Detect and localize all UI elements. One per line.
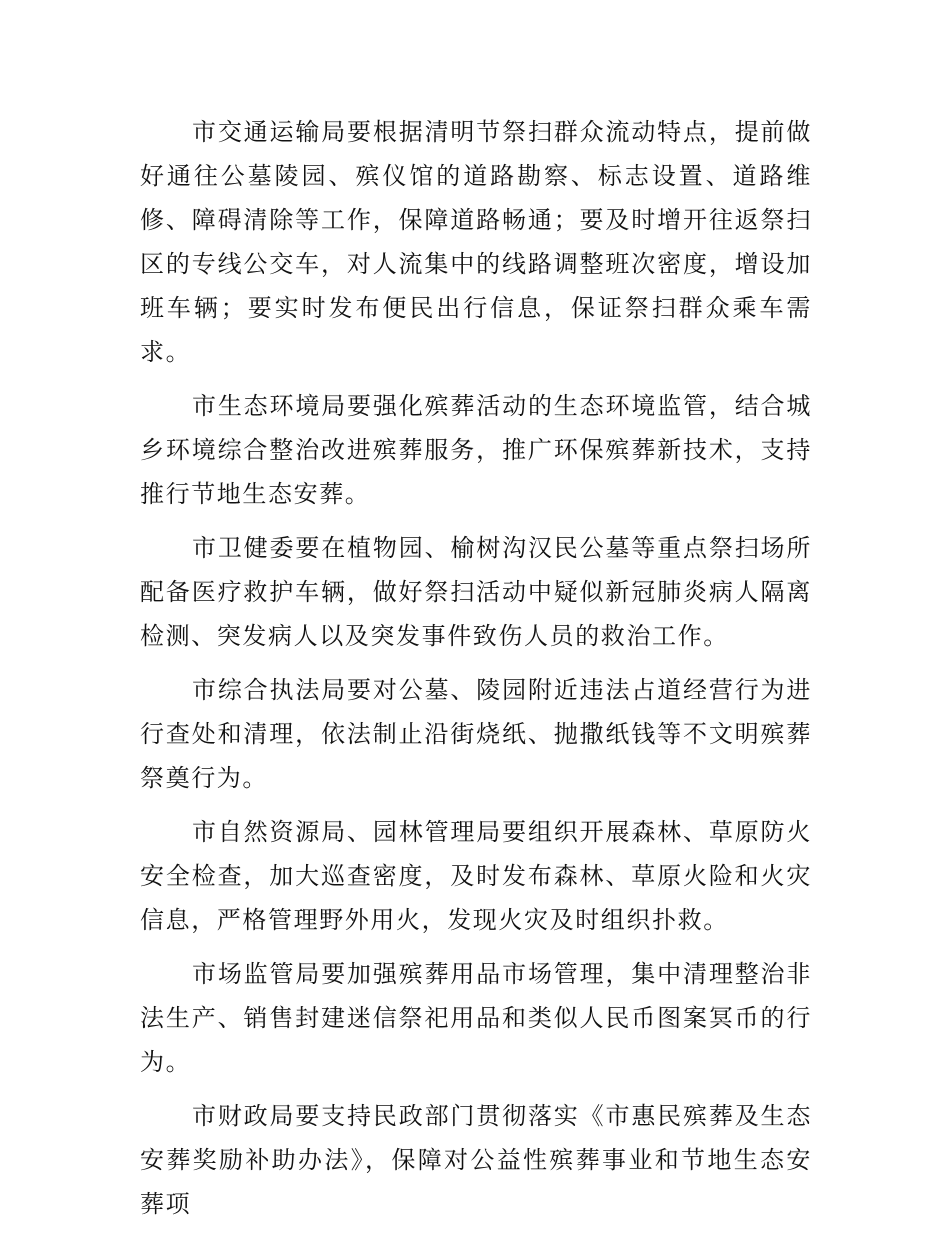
document-body: [140, 110, 812, 1236]
paragraph-transport: 市交通运输局要根据清明节祭扫群众流动特点，提前做好通往公墓陵园、殡仪馆的道路勘察、标志设置、道路维修、障碍清除等工作，保障道路畅通；要及时增开往返祭扫区的专线公交车，对人流集中的线路调整班次密度，增设加班车辆；要实时发布便民出行信息，保证祭扫群众乘车需求。: [140, 118, 812, 366]
paragraph-enforcement: 市综合执法局要对公墓、陵园附近违法占道经营行为进行查处和清理，依法制止沿街烧纸、抛撒纸钱等不文明殡葬祭奠行为。: [140, 676, 812, 792]
paragraph-finance: 市财政局要支持民政部门贯彻落实《市惠民殡葬及生态安葬奖励补助办法》，保障对公益性殡葬事业和节地生态安葬项: [140, 1102, 812, 1218]
paragraph-ecology: 市生态环境局要强化殡葬活动的生态环境监管，结合城乡环境综合整治改进殡葬服务，推广环保殡葬新技术，支持推行节地生态安葬。: [140, 392, 812, 508]
paragraph-natural-resources: 市自然资源局、园林管理局要组织开展森林、草原防火安全检查，加大巡查密度，及时发布森林、草原火险和火灾信息，严格管理野外用火，发现火灾及时组织扑救。: [140, 818, 812, 934]
paragraph-health: 市卫健委要在植物园、榆树沟汉民公墓等重点祭扫场所配备医疗救护车辆，做好祭扫活动中疑似新冠肺炎病人隔离检测、突发病人以及突发事件致伤人员的救治工作。: [140, 534, 812, 650]
paragraph-market-supervision: 市场监管局要加强殡葬用品市场管理，集中清理整治非法生产、销售封建迷信祭祀用品和类似人民币图案冥币的行为。: [140, 960, 812, 1076]
